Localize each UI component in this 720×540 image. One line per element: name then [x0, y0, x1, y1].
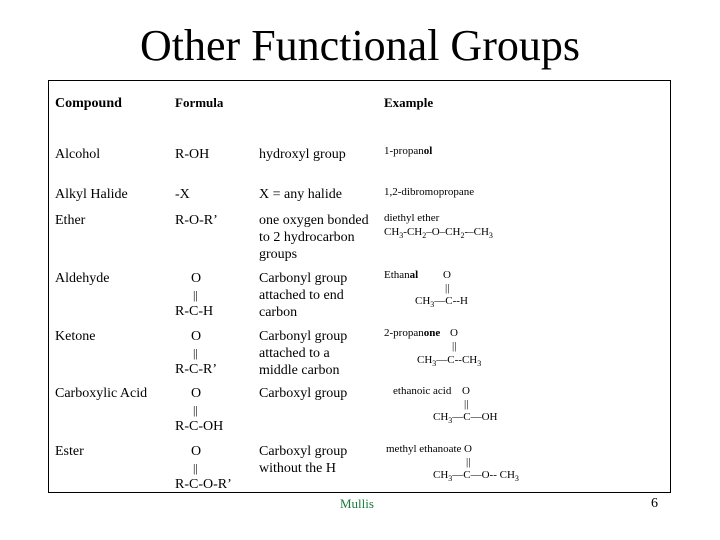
example-aldehyde-name: Ethanal	[384, 269, 419, 281]
example-ketone-oxygen: O	[450, 327, 458, 339]
example-alkyl-halide: 1,2-dibromopropane	[384, 186, 475, 198]
example-aldehyde-double-bond: ||	[445, 282, 450, 294]
header-formula: Formula	[175, 95, 224, 110]
formula-ketone-chain: R-C-R’	[175, 362, 217, 377]
footer-author: Mullis	[340, 496, 374, 511]
description-carboxylic-acid: Carboxyl group	[259, 386, 348, 401]
slide-title: Other Functional Groups	[140, 21, 580, 70]
example-aldehyde-chain: $CH_3—C--H$	[415, 295, 468, 309]
example-carboxylic-acid-oxygen: O	[462, 385, 470, 397]
compound-carboxylic-acid: Carboxylic Acid	[55, 386, 148, 401]
header-compound: Compound	[55, 96, 122, 111]
example-aldehyde-oxygen: O	[443, 269, 451, 281]
formula-aldehyde-oxygen: O	[191, 271, 202, 286]
formula-ketone-double-bond: ||	[193, 346, 198, 360]
formula-carboxylic-acid-chain: R-C-OH	[175, 419, 224, 434]
example-carboxylic-acid-name: ethanoic acid	[393, 385, 452, 397]
compound-alkyl-halide: Alkyl Halide	[55, 187, 128, 202]
example-ether-structure: $CH_3-CH_2-O-CH_2--CH_3$	[384, 226, 493, 240]
example-ester-chain: $CH_3—C—O--$ $CH_3$	[433, 469, 519, 483]
example-ester-name: methyl ethanoate	[386, 443, 462, 455]
formula-ether: R-O-R’	[175, 213, 218, 228]
formula-carboxylic-acid-oxygen: O	[191, 386, 202, 401]
formula-aldehyde-chain: R-C-H	[175, 304, 214, 319]
example-ester-oxygen: O	[464, 443, 472, 455]
description-ether: one oxygen bonded to 2 hydrocarbon groups	[259, 213, 369, 262]
description-aldehyde: Carbonyl group attached to end carbon	[259, 271, 348, 320]
description-ketone: Carbonyl group attached to a middle carbon	[259, 329, 348, 378]
formula-aldehyde-double-bond: ||	[193, 288, 198, 302]
formula-carboxylic-acid-double-bond: ||	[193, 403, 198, 417]
formula-ester-oxygen: O	[191, 444, 202, 459]
functional-groups-table	[48, 80, 671, 493]
example-carboxylic-acid-double-bond: ||	[464, 398, 469, 410]
example-ketone-name: 2-propanone	[384, 327, 441, 339]
example-ether-name: diethyl ether	[384, 212, 440, 224]
formula-ketone-oxygen: O	[191, 329, 202, 344]
compound-aldehyde: Aldehyde	[55, 271, 110, 286]
example-ketone-double-bond: ||	[452, 340, 457, 352]
compound-ketone: Ketone	[55, 329, 96, 344]
example-ketone-chain: $CH_3—C--CH_3$	[417, 354, 482, 368]
compound-ether: Ether	[55, 213, 86, 228]
description-alkyl-halide: X = any halide	[259, 187, 342, 202]
example-ester-double-bond: ||	[466, 456, 471, 468]
header-example: Example	[384, 95, 434, 110]
description-alcohol: hydroxyl group	[259, 147, 346, 162]
example-alcohol: 1-propanol	[384, 145, 433, 157]
example-carboxylic-acid-chain: $CH_3—C—OH$	[433, 411, 498, 425]
description-ester: Carboxyl group without the H	[259, 444, 348, 476]
formula-alcohol: R-OH	[175, 147, 210, 162]
compound-alcohol: Alcohol	[55, 147, 101, 162]
formula-ester-double-bond: ||	[193, 461, 198, 475]
page-number: 6	[651, 496, 658, 511]
formula-ester-chain: R-C-O-R’	[175, 477, 232, 492]
formula-alkyl-halide: -X	[175, 187, 190, 202]
compound-ester: Ester	[55, 444, 84, 459]
